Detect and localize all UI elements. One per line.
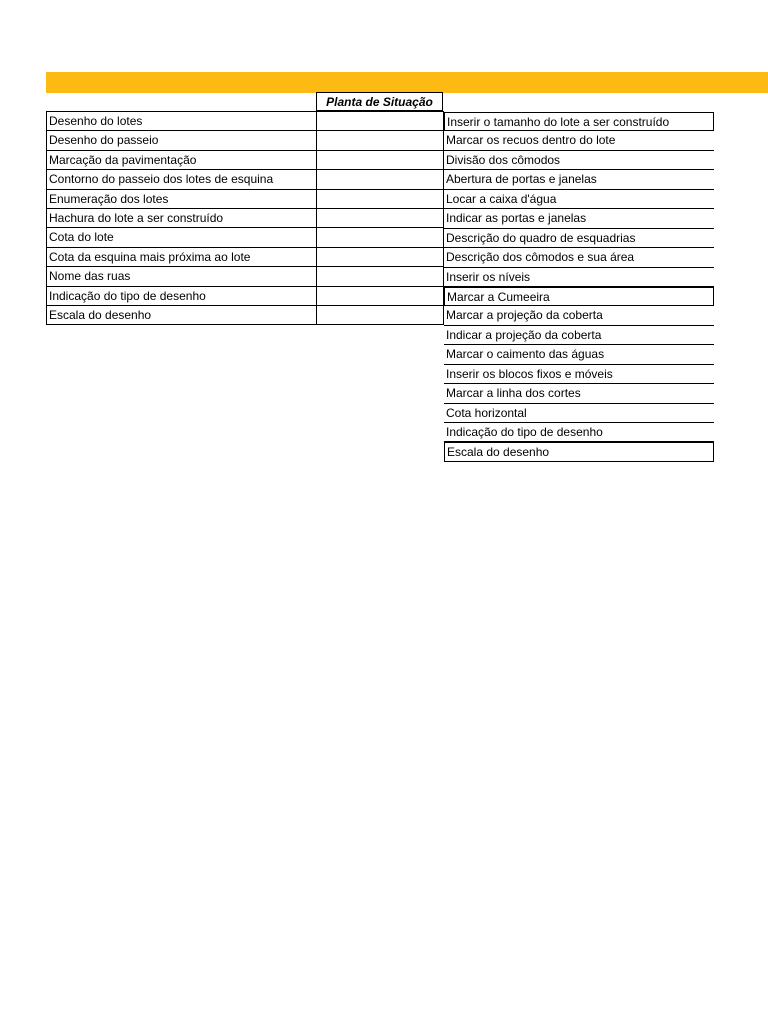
check-cell[interactable] bbox=[317, 209, 444, 227]
check-cell[interactable] bbox=[317, 170, 444, 188]
check-cell[interactable] bbox=[317, 248, 444, 266]
table-row bbox=[47, 287, 444, 306]
list-item: Marcar o caimento das águas bbox=[444, 345, 714, 364]
check-cell[interactable] bbox=[317, 267, 444, 285]
header-banner bbox=[46, 72, 768, 93]
table-row bbox=[47, 209, 444, 228]
check-cell[interactable] bbox=[317, 228, 444, 246]
table-row bbox=[47, 112, 444, 131]
list-item: Marcar a linha dos cortes bbox=[444, 384, 714, 403]
list-item: Inserir os blocos fixos e móveis bbox=[444, 365, 714, 384]
list-item: Cota horizontal bbox=[444, 404, 714, 423]
table-row bbox=[47, 190, 444, 209]
row-label: Enumeração dos lotes bbox=[47, 190, 317, 208]
row-label: Contorno do passeio dos lotes de esquina bbox=[47, 170, 317, 188]
row-label: Hachura do lote a ser construído bbox=[47, 209, 317, 227]
list-item: Indicação do tipo de desenho bbox=[444, 423, 714, 442]
right-checklist-list bbox=[444, 112, 714, 462]
list-item: Marcar a projeção da coberta bbox=[444, 306, 714, 325]
table-row bbox=[47, 248, 444, 267]
list-item: Inserir o tamanho do lote a ser construído bbox=[444, 112, 714, 131]
check-cell[interactable] bbox=[317, 306, 444, 324]
row-label: Desenho do lotes bbox=[47, 112, 317, 130]
row-label: Cota do lote bbox=[47, 228, 317, 246]
row-label: Marcação da pavimentação bbox=[47, 151, 317, 169]
table-row bbox=[47, 151, 444, 170]
list-item: Escala do desenho bbox=[444, 442, 714, 461]
column-title-planta-de-situacao: Planta de Situação bbox=[316, 92, 443, 111]
table-row bbox=[47, 131, 444, 150]
check-cell[interactable] bbox=[317, 190, 444, 208]
list-item: Descrição dos cômodos e sua área bbox=[444, 248, 714, 267]
check-cell[interactable] bbox=[317, 112, 444, 130]
row-label: Desenho do passeio bbox=[47, 131, 317, 149]
row-label: Cota da esquina mais próxima ao lote bbox=[47, 248, 317, 266]
row-label: Nome das ruas bbox=[47, 267, 317, 285]
list-item: Marcar a Cumeeira bbox=[444, 287, 714, 306]
table-row bbox=[47, 306, 444, 325]
table-row bbox=[47, 267, 444, 286]
list-item: Divisão dos cômodos bbox=[444, 151, 714, 170]
list-item: Indicar a projeção da coberta bbox=[444, 326, 714, 345]
list-item: Abertura de portas e janelas bbox=[444, 170, 714, 189]
check-cell[interactable] bbox=[317, 151, 444, 169]
list-item: Inserir os níveis bbox=[444, 268, 714, 287]
check-cell[interactable] bbox=[317, 131, 444, 149]
table-row bbox=[47, 170, 444, 189]
list-item: Locar a caixa d'água bbox=[444, 190, 714, 209]
list-item: Descrição do quadro de esquadrias bbox=[444, 229, 714, 248]
table-row bbox=[47, 228, 444, 247]
list-item: Indicar as portas e janelas bbox=[444, 209, 714, 228]
left-checklist-table bbox=[46, 111, 444, 325]
check-cell[interactable] bbox=[317, 287, 444, 305]
list-item: Marcar os recuos dentro do lote bbox=[444, 131, 714, 150]
row-label: Escala do desenho bbox=[47, 306, 317, 324]
row-label: Indicação do tipo de desenho bbox=[47, 287, 317, 305]
